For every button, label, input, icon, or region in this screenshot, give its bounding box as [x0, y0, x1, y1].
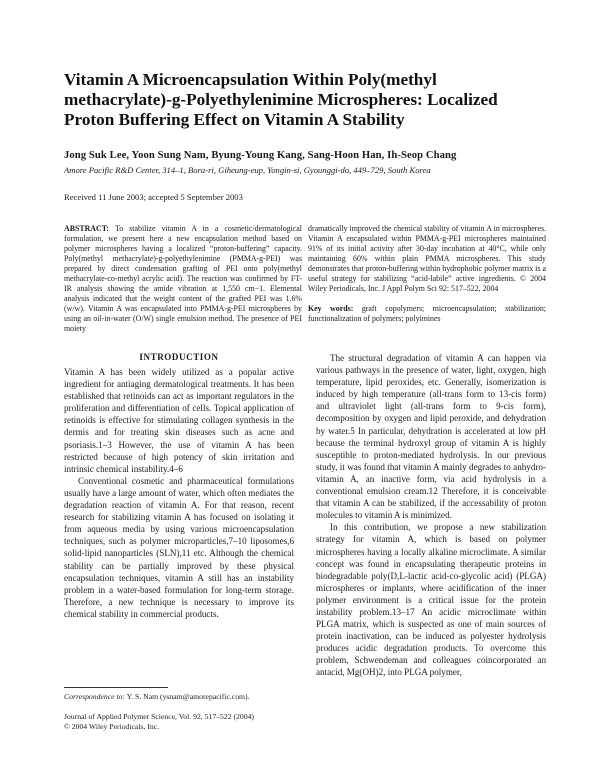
abstract-label: ABSTRACT:: [64, 224, 110, 233]
author-list: Jong Suk Lee, Yoon Sung Nam, Byung-Young Kang, Sang-Hoon Han, Ih-Seop Chang: [64, 150, 457, 161]
journal-citation: [64, 712, 300, 732]
journal-line: Journal of Applied Polymer Science, Vol. 92, 517–522 (2004): [64, 712, 254, 721]
copyright-line: © 2004 Wiley Periodicals, Inc.: [64, 722, 160, 731]
correspondence-text: Y. S. Nam (ysnam@amorepacific.com).: [126, 692, 250, 701]
keywords: [308, 304, 546, 324]
paragraph: Vitamin A has been widely utilized as a popular active ingredient for antiaging dermatological treatments. It has been established that retinoids can act as important regulators in the proliferation and differentiation of cells. Topical application of retinoids is effective for stimulating collagen synthesis in the dermis and for treating skin diseases such as acne and psoriasis.1–3 However, the use of vitamin A has been restricted because of high potency of skin irritation and intrinsic chemical instability.4–6: [64, 367, 294, 474]
abstract-right-column: [308, 224, 546, 324]
correspondence-note: [64, 692, 300, 702]
body-right-column: [316, 352, 546, 679]
abstract-left-column: [64, 224, 302, 334]
received-dates: Received 11 June 2003; accepted 5 September 2003: [64, 192, 243, 202]
affiliation: Amore Pacific R&D Center, 314–1, Bora-ri, Giheung-eup, Yongin-si, Gyounggi-do, 449–729, South Korea: [64, 165, 431, 175]
paragraph: The structural degradation of vitamin A can happen via various pathways in the presence of water, light, oxygen, high temperature, lipid peroxides, etc. Generally, isomerization is induced by high temperature (all-trans form to 13-cis form) and ultraviolet light (all-trans form to 9-cis form), decomposition by oxygen and lipid peroxide, and dehydration by water.5 In particular, dehydration is accelerated at low pH because the terminal hydroxyl group of vitamin A is highly susceptible to proton-mediated hydrolysis. In our previous study, it was found that vitamin A mainly degrades to anhydro-vitamin A, an inactive form, via acid hydrolysis in a conventional emulsion cream.12 Therefore, it is conceivable that vitamin A can be stabilized, if the accessability of proton molecules to vitamin A is minimized.: [316, 353, 546, 521]
abstract-text-left: To stabilize vitamin A in a cosmetic/dermatological formulation, we present here a new encapsulation method based on polymer microspheres having a localized “proton-buffering” capacity. Poly(methyl methacrylate)-g-polyethylenimine (PMMA-g-PEI) was prepared by direct condensation grafting of PEI onto poly(methyl methacrylate-co-methyl acrylic acid). The reaction was confirmed by FT-IR analysis showing the amide vibration at 1,550 cm−1. Elemental analysis indicated that the weight content of the grafted PEI was 1.6% (w/w). Vitamin A was encapsulated into PMMA-g-PEI microspheres by using an oil-in-water (O/W) single emulsion method. The presence of PEI moiety: [64, 224, 302, 333]
paragraph: In this contribution, we propose a new stabilization strategy for vitamin A, which is based on polymer microspheres having a locally alkaline microclimate. A similar concept was found in encapsulating therapeutic proteins in biodegradable poly(D,L-lactic acid-co-glycolic acid) (PLGA) microspheres or implants, where acidification of the inner polymer environment is a critical issue for the protein instability problem.13–17 An acidic microclimate within PLGA matrix, which is suspected as one of main sources of protein inactivation, can be induced as polyester hydrolysis produces acidic degradation products. To overcome this problem, Schwendeman and colleagues coincorporated an antacid, Mg(OH)2, into PLGA polymer,: [316, 522, 546, 678]
abstract-text-right: dramatically improved the chemical stability of vitamin A in microspheres. Vitamin A encapsulated within PMMA-g-PEI microspheres maintained 91% of its initial activity after 30-day incubation at 40°C, while only maintaining 60% within plain PMMA microspheres. This study demonstrates that proton-buffering within hydrophobic polymer matrix is a useful strategy for stabilizing “acid-labile” active ingredients. © 2004 Wiley Periodicals, Inc. J Appl Polym Sci 92: 517–522, 2004: [308, 224, 546, 293]
keywords-text: graft copolymers; microencapsulation; stabilization; functionalization of polymers; polyimines: [308, 304, 546, 323]
correspondence-label: Correspondence to:: [64, 692, 125, 701]
body-left-column: [64, 366, 294, 620]
article-title: Vitamin A Microencapsulation Within Poly(methyl methacrylate)-g-Polyethylenimine Microspheres: Localized Proton Buffering Effect on Vitamin A Stability: [64, 70, 498, 129]
keywords-label: Key words:: [308, 304, 354, 313]
paragraph: Conventional cosmetic and pharmaceutical formulations usually have a large amount of water, which often mediates the degradation reaction of vitamin A. For that reason, recent research for stabilizing vitamin A has focused on isolating it from aqueous media by using various microencapsulation techniques, such as polymer microparticles,7–10 liposomes,6 solid-lipid nanoparticles (SLN),11 etc. Although the chemical stability can be partially improved by these physical encapsulation techniques, vitamin A still has an instability problem in a water-based formulation for long-term storage. Therefore, a new technique is necessary to improve its chemical stability in commercial products.: [64, 475, 294, 619]
section-heading-introduction: INTRODUCTION: [139, 352, 219, 362]
footnote-divider: [64, 687, 168, 688]
